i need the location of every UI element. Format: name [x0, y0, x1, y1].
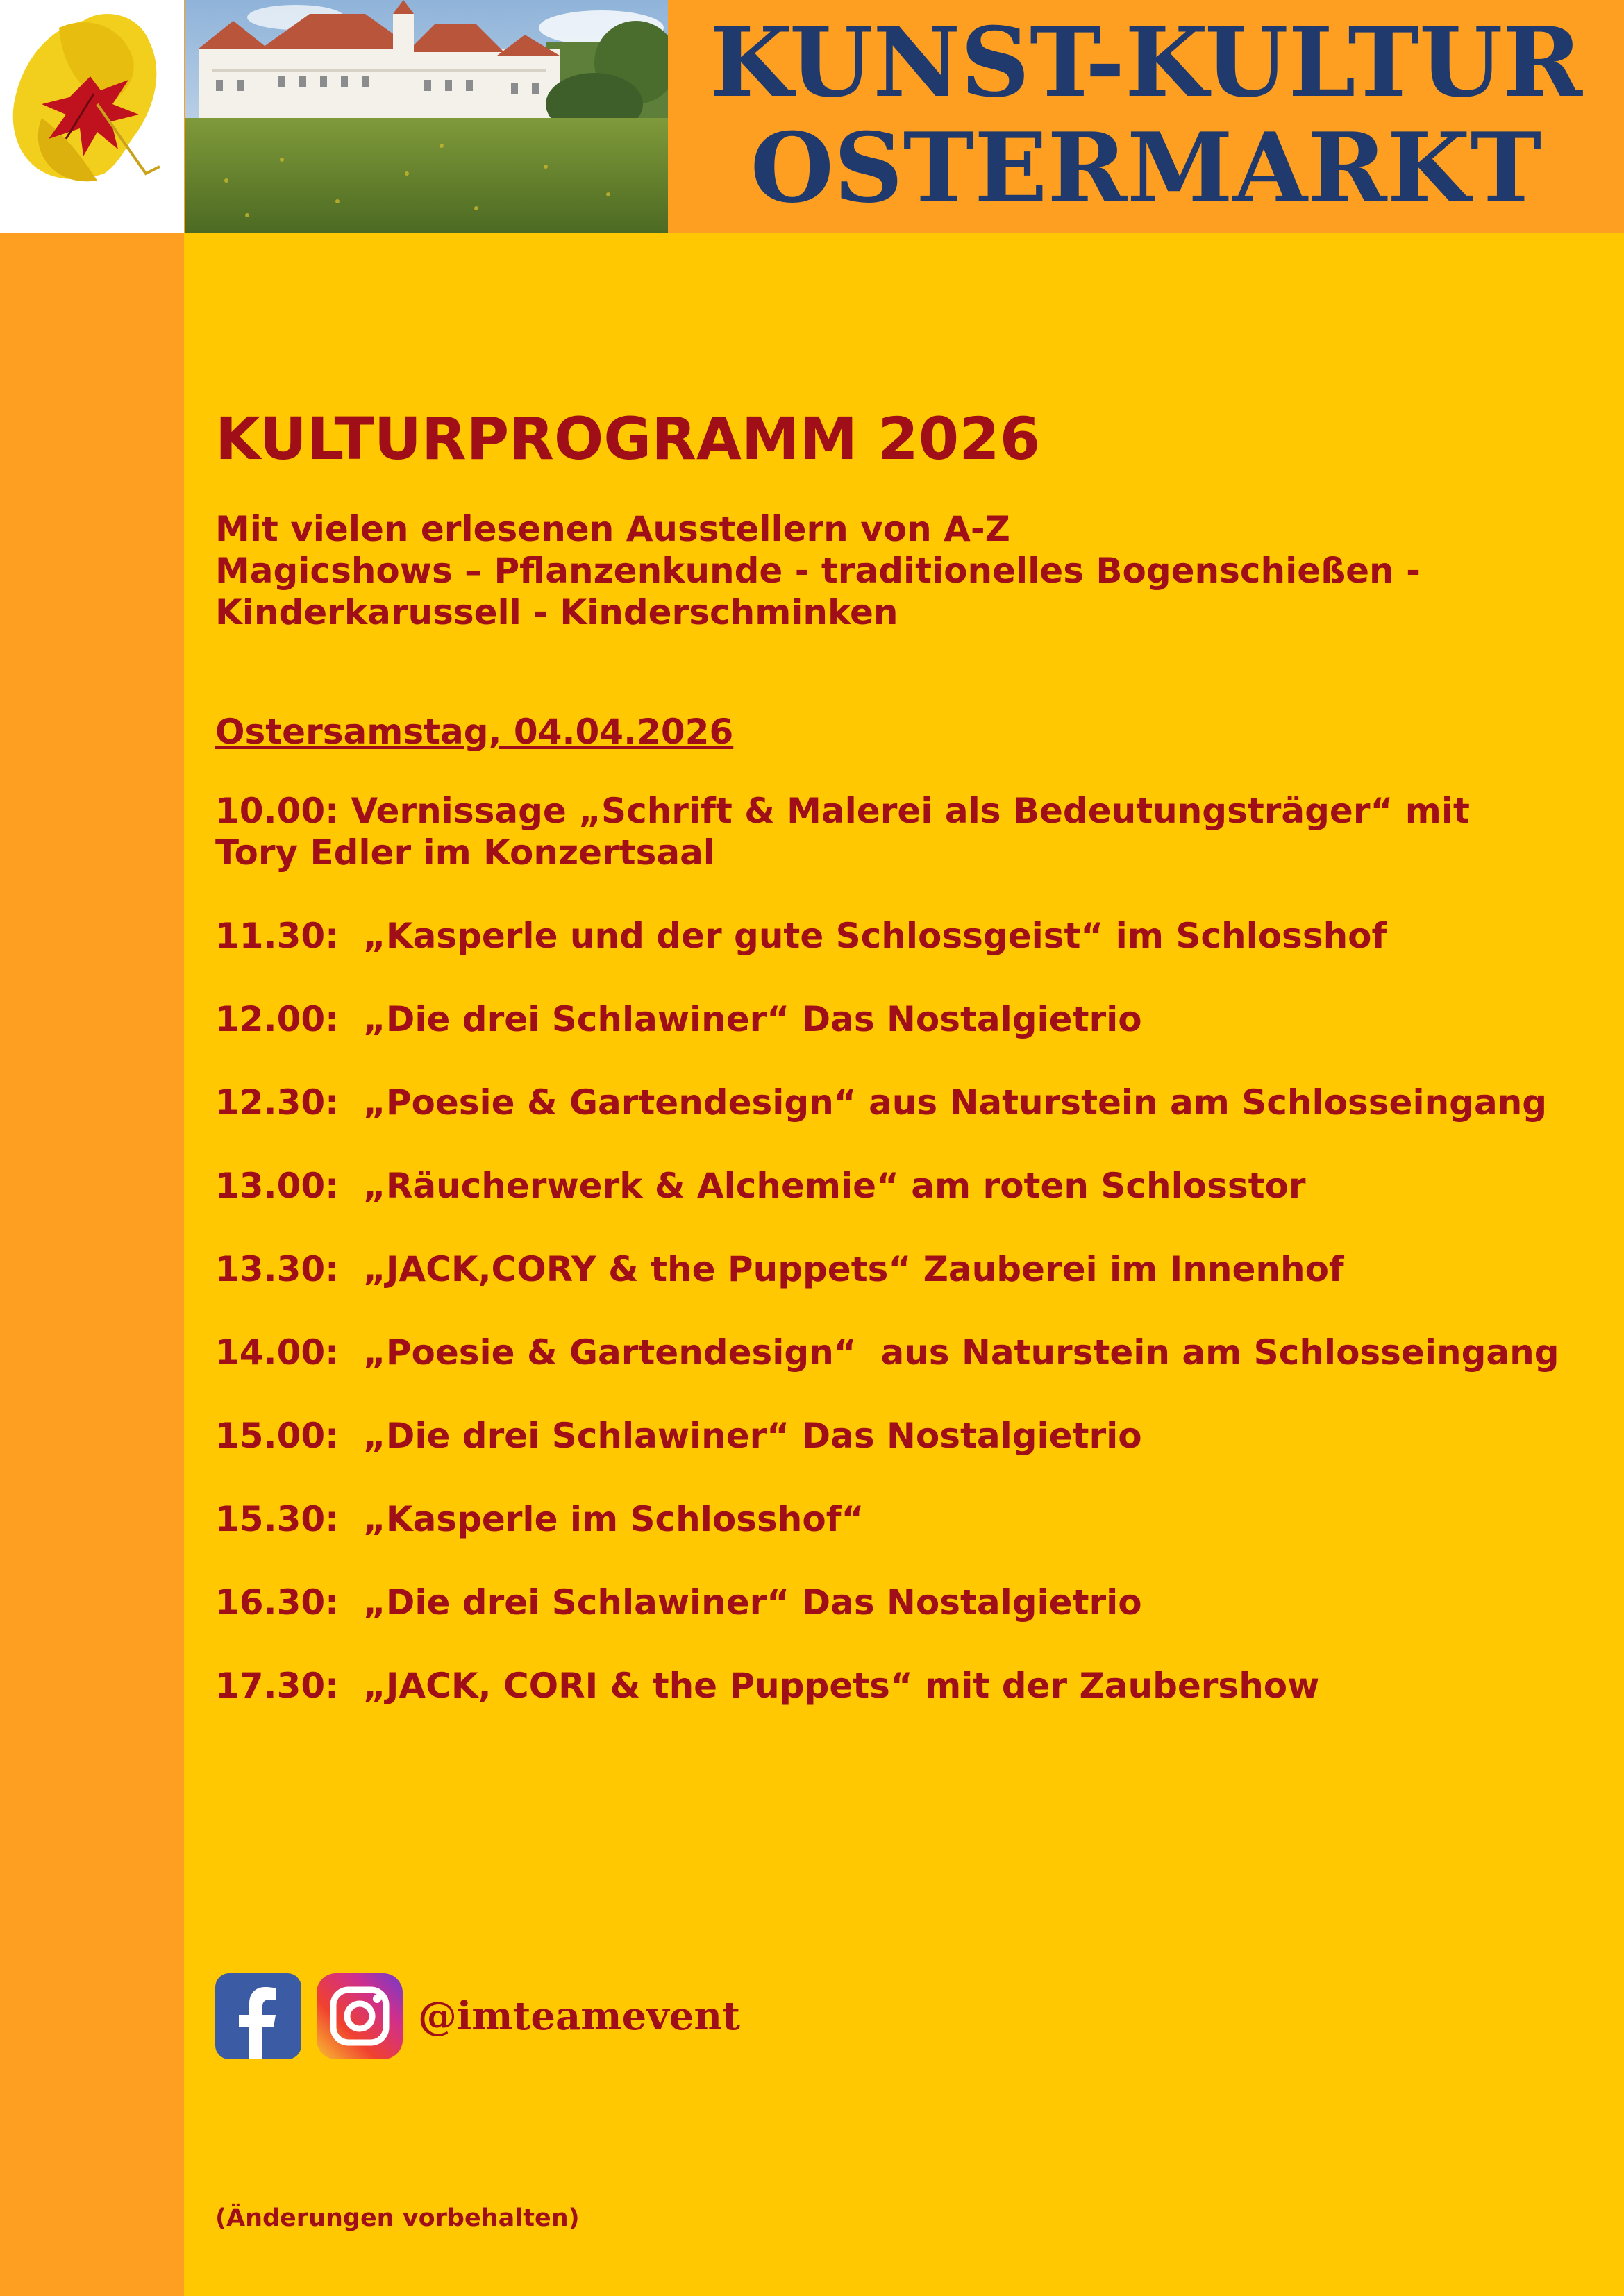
ginkgo-leaf-icon [0, 0, 184, 233]
program-content [215, 403, 1597, 1748]
banner-title-line-2: OSTERMARKT [750, 111, 1542, 224]
event-item: 13.00: „Räucherwerk & Alchemie“ am roten Schlosstor [215, 1166, 1306, 1206]
event-item: 17.30: „JACK, CORI & the Puppets“ mit der Zaubershow [215, 1666, 1320, 1706]
program-intro [215, 508, 1597, 633]
social-handle[interactable]: @imteamevent [418, 1993, 740, 2039]
event-list [215, 790, 1597, 1707]
event-item: 13.30: „JACK,CORY & the Puppets“ Zauberei im Innenhof [215, 1249, 1344, 1289]
instagram-icon[interactable] [317, 1973, 403, 2059]
left-band [0, 0, 184, 2296]
intro-line: Kinderkarussell - Kinderschminken [215, 592, 898, 632]
program-title: KULTURPROGRAMM 2026 [215, 405, 1041, 473]
event-item: 16.30: „Die drei Schlawiner“ Das Nostalgietrio [215, 1582, 1142, 1623]
facebook-icon[interactable] [215, 1973, 301, 2059]
banner-title [668, 6, 1624, 224]
social-links [215, 1973, 740, 2059]
castle-photo [185, 0, 668, 233]
event-item: 10.00: Vernissage „Schrift & Malerei als Bedeutungsträger“ mit Tory Edler im Konzertsaal [215, 791, 1470, 873]
event-item: 15.30: „Kasperle im Schlosshof“ [215, 1499, 864, 1539]
intro-line: Magicshows – Pflanzenkunde - traditionelles Bogenschießen - [215, 551, 1421, 591]
event-item: 12.00: „Die drei Schlawiner“ Das Nostalgietrio [215, 999, 1142, 1039]
banner-title-line-1: KUNST-KULTUR [709, 6, 1583, 119]
event-item: 11.30: „Kasperle und der gute Schlossgeist“ im Schlosshof [215, 916, 1387, 956]
date-heading: Ostersamstag, 04.04.2026 [215, 712, 734, 752]
footer-note: (Änderungen vorbehalten) [215, 2204, 580, 2232]
leaf-logo [0, 0, 184, 233]
event-item: 14.00: „Poesie & Gartendesign“ aus Naturstein am Schlosseingang [215, 1332, 1559, 1373]
event-item: 12.30: „Poesie & Gartendesign“ aus Naturstein am Schlosseingang [215, 1082, 1548, 1123]
intro-line: Mit vielen erlesenen Ausstellern von A-Z [215, 509, 1010, 549]
event-item: 15.00: „Die drei Schlawiner“ Das Nostalgietrio [215, 1416, 1142, 1456]
